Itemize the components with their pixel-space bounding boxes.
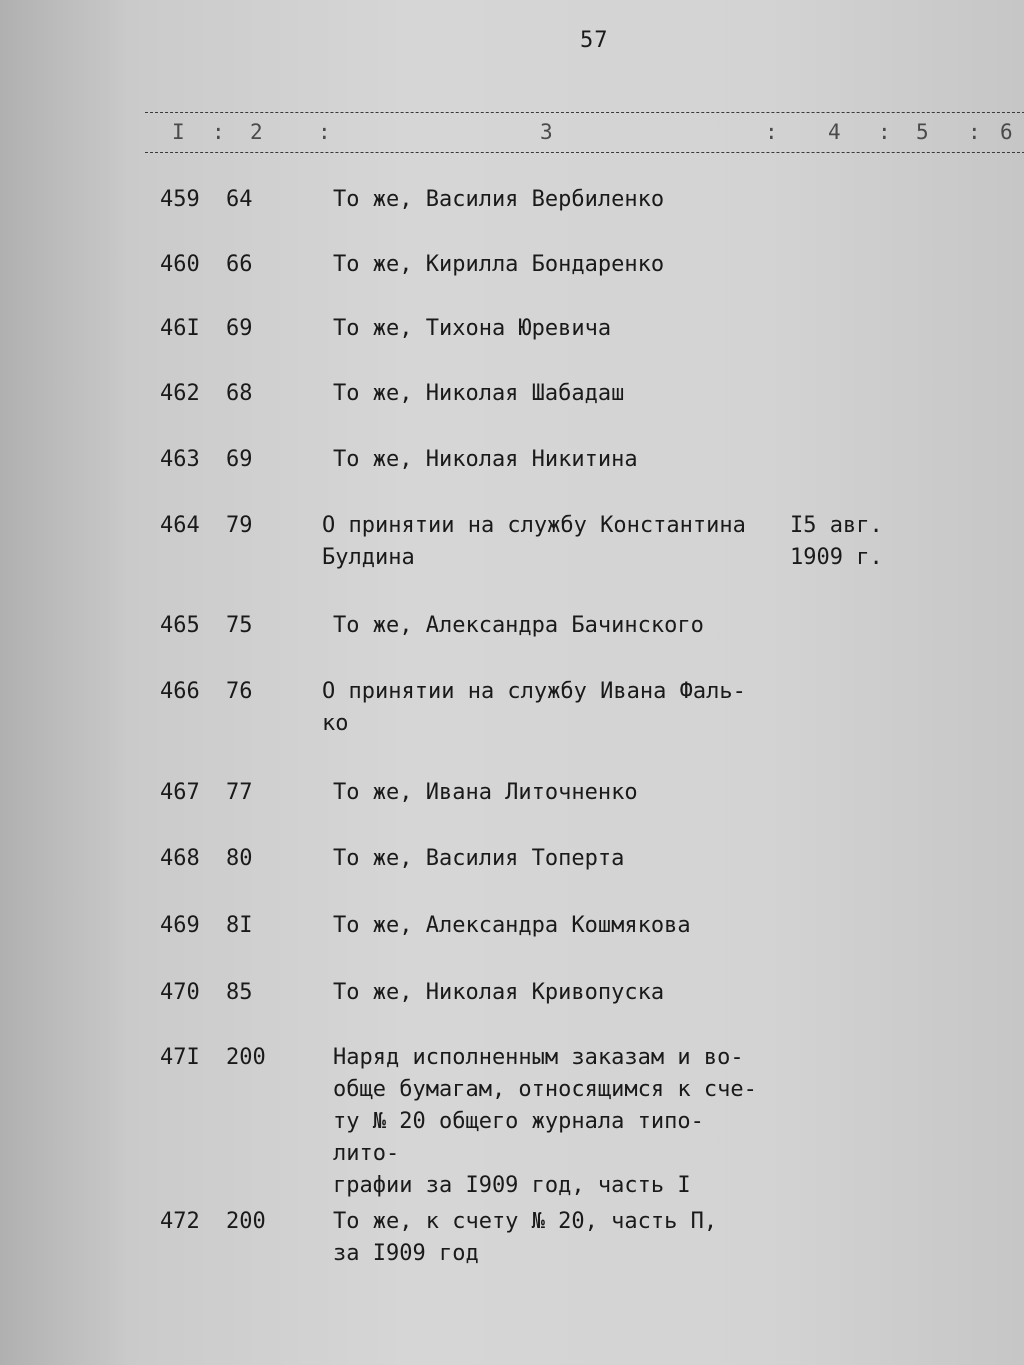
- sheet-count: 85: [226, 980, 253, 1005]
- column-separator: :: [318, 120, 331, 144]
- sheet-count: 69: [226, 316, 253, 341]
- entry-number: 469: [160, 913, 200, 938]
- column-header-2: 2: [250, 120, 263, 144]
- column-separator: :: [968, 120, 981, 144]
- entry-title: То же, Ивана Литочненко: [333, 780, 638, 805]
- entry-number: 463: [160, 447, 200, 472]
- sheet-count: 8I: [226, 913, 253, 938]
- column-header-4: 4: [828, 120, 841, 144]
- entry-number: 459: [160, 187, 200, 212]
- entry-title: То же, Николая Никитина: [333, 447, 638, 472]
- column-header-3: 3: [540, 120, 553, 144]
- entry-title: То же, Николая Кривопуска: [333, 980, 665, 1005]
- entry-title: То же, к счету № 20, часть П, за I909 год: [333, 1209, 718, 1266]
- page-binding-shadow: [0, 0, 130, 1365]
- entry-number: 462: [160, 381, 200, 406]
- page-number: 57: [580, 28, 609, 53]
- column-separator: :: [212, 120, 225, 144]
- entry-title: То же, Александра Кошмякова: [333, 913, 691, 938]
- column-separator: :: [878, 120, 891, 144]
- sheet-count: 200: [226, 1045, 266, 1070]
- sheet-count: 64: [226, 187, 253, 212]
- entry-title: То же, Николая Шабадаш: [333, 381, 625, 406]
- entry-number: 468: [160, 846, 200, 871]
- entry-title: То же, Тихона Юревича: [333, 316, 612, 341]
- entry-number: 470: [160, 980, 200, 1005]
- entry-title: О принятии на службу Ивана Фаль- ко: [322, 679, 746, 736]
- entry-title: То же, Василия Топерта: [333, 846, 625, 871]
- sheet-count: 69: [226, 447, 253, 472]
- sheet-count: 79: [226, 513, 253, 538]
- sheet-count: 76: [226, 679, 253, 704]
- entry-number: 47I: [160, 1045, 200, 1070]
- entry-title: То же, Кирилла Бондаренко: [333, 252, 665, 277]
- sheet-count: 66: [226, 252, 253, 277]
- entry-number: 472: [160, 1209, 200, 1234]
- entry-number: 466: [160, 679, 200, 704]
- sheet-count: 80: [226, 846, 253, 871]
- entry-title: Наряд исполненным заказам и во- обще бумагам, относящимся к сче- ту № 20 общего журнала типо- лито- графии за I909 год, часть I: [333, 1045, 757, 1198]
- entry-number: 467: [160, 780, 200, 805]
- sheet-count: 200: [226, 1209, 266, 1234]
- column-header-5: 5: [916, 120, 929, 144]
- entry-date: I5 авг. 1909 г.: [790, 513, 883, 570]
- entry-title: То же, Александра Бачинского: [333, 613, 704, 638]
- entry-title: О принятии на службу Константина Булдина: [322, 513, 746, 570]
- header-rule-bottom: [145, 152, 1024, 153]
- sheet-count: 68: [226, 381, 253, 406]
- sheet-count: 77: [226, 780, 253, 805]
- entry-number: 460: [160, 252, 200, 277]
- entry-number: 465: [160, 613, 200, 638]
- header-rule-top: [145, 112, 1024, 113]
- entry-title: То же, Василия Вербиленко: [333, 187, 665, 212]
- column-header-6: 6: [1000, 120, 1013, 144]
- column-header-1: I: [172, 120, 185, 144]
- column-separator: :: [765, 120, 778, 144]
- entry-number: 46I: [160, 316, 200, 341]
- sheet-count: 75: [226, 613, 253, 638]
- entry-number: 464: [160, 513, 200, 538]
